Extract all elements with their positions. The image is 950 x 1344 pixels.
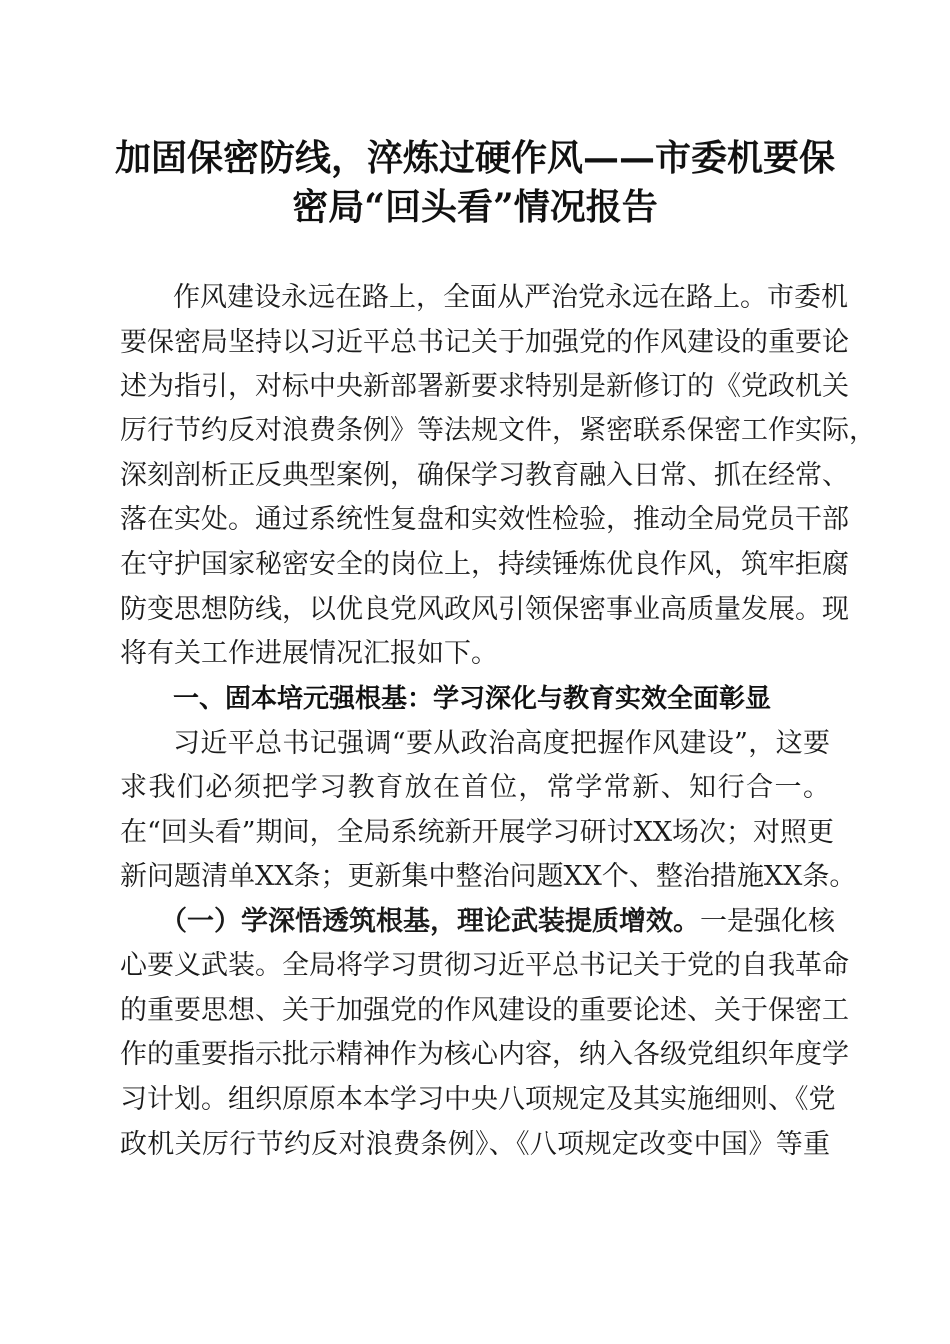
intro-line: 述为指引，对标中央新部署新要求特别是新修订的《党政机关 <box>120 371 849 402</box>
section-1-line: 求我们必须把学习教育放在首位，常学常新、知行合一。 <box>120 772 830 803</box>
subsection-1-line: 政机关厉行节约反对浪费条例》、《八项规定改变中国》等重 <box>120 1129 830 1160</box>
section-1-heading: 一、固本培元强根基：学习深化与教育实效全面彰显 <box>173 684 772 714</box>
section-1-line: 习近平总书记强调“要从政治高度把握作风建设”，这要 <box>173 728 830 759</box>
subsection-1-lead-rest: 一是强化核 <box>700 906 835 937</box>
section-1-line: 在“回头看”期间，全局系统新开展学习研讨XX场次；对照更 <box>120 817 835 848</box>
subsection-1-lead: （一）学深悟透筑根基，理论武装提质增效。 <box>160 906 700 937</box>
intro-line: 防变思想防线，以优良党风政风引领保密事业高质量发展。现 <box>120 594 849 625</box>
document-title-line-2: 密局“回头看”情况报告 <box>292 186 658 228</box>
intro-line: 要保密局坚持以习近平总书记关于加强党的作风建设的重要论 <box>120 327 849 358</box>
subsection-1-line: 的重要思想、关于加强党的作风建设的重要论述、关于保密工 <box>120 995 849 1026</box>
intro-line: 厉行节约反对浪费条例》等法规文件，紧密联系保密工作实际， <box>120 415 876 446</box>
section-1-line: 新问题清单XX条；更新集中整治问题XX个、整治措施XX条。 <box>120 861 857 892</box>
subsection-1-first-line <box>160 902 835 942</box>
subsection-1-line: 作的重要指示批示精神作为核心内容，纳入各级党组织年度学 <box>120 1039 849 1070</box>
intro-line: 将有关工作进展情况汇报如下。 <box>120 638 498 669</box>
subsection-1-line: 心要义武装。全局将学习贯彻习近平总书记关于党的自我革命 <box>120 950 849 981</box>
subsection-1-line: 习计划。组织原原本本学习中央八项规定及其实施细则、《党 <box>120 1084 836 1115</box>
document-title-line-1: 加固保密防线，淬炼过硬作风——市委机要保 <box>114 137 835 179</box>
intro-line: 落在实处。通过系统性复盘和实效性检验，推动全局党员干部 <box>120 504 849 535</box>
intro-line: 深刻剖析正反典型案例，确保学习教育融入日常、抓在经常、 <box>120 460 849 491</box>
intro-line: 作风建设永远在路上，全面从严治党永远在路上。市委机 <box>173 282 848 313</box>
intro-line: 在守护国家秘密安全的岗位上，持续锤炼优良作风，筑牢拒腐 <box>120 549 849 580</box>
